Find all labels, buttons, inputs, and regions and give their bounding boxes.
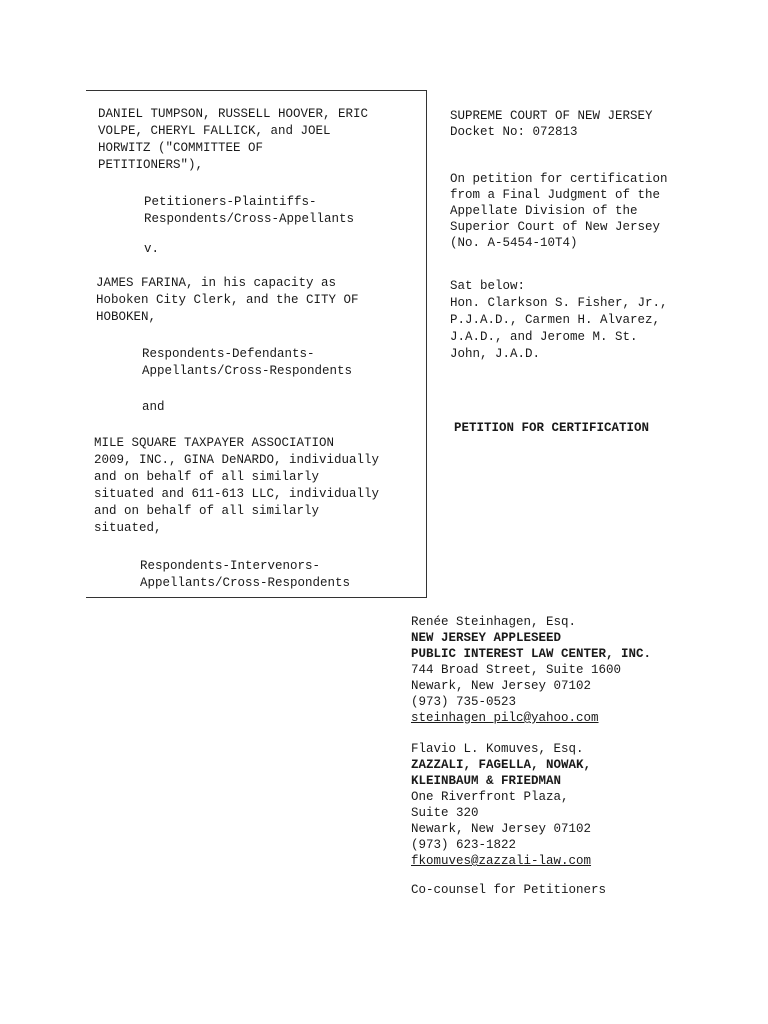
sat-below-line-3: P.J.A.D., Carmen H. Alvarez, [450, 313, 661, 327]
counsel-1-email-link[interactable]: steinhagen pilc@yahoo.com [411, 711, 599, 725]
respondent-parties-line-3: HOBOKEN, [96, 310, 157, 324]
intervenor-parties-line-2: 2009, INC., GINA DeNARDO, individually [94, 453, 380, 467]
petitioner-parties-line-3: HORWITZ ("COMMITTEE OF [98, 141, 264, 155]
docket-number: Docket No: 072813 [450, 125, 578, 139]
counsel-1-address-line-2: Newark, New Jersey 07102 [411, 679, 592, 693]
intervenor-parties-line-1: MILE SQUARE TAXPAYER ASSOCIATION [94, 436, 335, 450]
petitioner-role-line-2: Respondents/Cross-Appellants [144, 212, 355, 226]
intervenor-parties-line-5: and on behalf of all similarly [94, 504, 320, 518]
petition-desc-line-4: Superior Court of New Jersey [450, 220, 661, 234]
counsel-2-address-line-1: One Riverfront Plaza, [411, 790, 569, 804]
respondent-role-line-1: Respondents-Defendants- [142, 347, 315, 361]
court-name: SUPREME COURT OF NEW JERSEY [450, 109, 653, 123]
respondent-role-line-2: Appellants/Cross-Respondents [142, 364, 353, 378]
counsel-1-phone: (973) 735-0523 [411, 695, 517, 709]
counsel-2-phone: (973) 623-1822 [411, 838, 517, 852]
intervenor-role-line-2: Appellants/Cross-Respondents [140, 576, 351, 590]
counsel-2-email-link[interactable]: fkomuves@zazzali-law.com [411, 854, 592, 868]
petition-desc-line-2: from a Final Judgment of the [450, 188, 661, 202]
petitioner-role-line-1: Petitioners-Plaintiffs- [144, 195, 317, 209]
counsel-1-firm-line-1: NEW JERSEY APPLESEED [411, 631, 562, 645]
counsel-1-address-line-1: 744 Broad Street, Suite 1600 [411, 663, 622, 677]
sat-below-line-1: Sat below: [450, 279, 526, 293]
counsel-2-address-line-2: Suite 320 [411, 806, 479, 820]
counsel-1-firm-line-2: PUBLIC INTEREST LAW CENTER, INC. [411, 647, 652, 661]
petitioner-parties-line-4: PETITIONERS"), [98, 158, 204, 172]
petition-desc-line-3: Appellate Division of the [450, 204, 638, 218]
counsel-2-firm-line-2: KLEINBAUM & FRIEDMAN [411, 774, 562, 788]
counsel-2-firm-line-1: ZAZZALI, FAGELLA, NOWAK, [411, 758, 592, 772]
respondent-parties-line-2: Hoboken City Clerk, and the CITY OF [96, 293, 359, 307]
document-title: PETITION FOR CERTIFICATION [454, 421, 650, 435]
counsel-2-address-line-3: Newark, New Jersey 07102 [411, 822, 592, 836]
sat-below-line-2: Hon. Clarkson S. Fisher, Jr., [450, 296, 668, 310]
petitioner-parties-line-2: VOLPE, CHERYL FALLICK, and JOEL [98, 124, 331, 138]
respondent-parties-line-1: JAMES FARINA, in his capacity as [96, 276, 337, 290]
versus: v. [144, 242, 160, 256]
and-conjunction: and [142, 400, 165, 414]
intervenor-parties-line-4: situated and 611-613 LLC, individually [94, 487, 380, 501]
sat-below-line-4: J.A.D., and Jerome M. St. [450, 330, 638, 344]
counsel-1-name: Renée Steinhagen, Esq. [411, 615, 577, 629]
petition-desc-line-1: On petition for certification [450, 172, 668, 186]
intervenor-parties-line-3: and on behalf of all similarly [94, 470, 320, 484]
intervenor-role-line-1: Respondents-Intervenors- [140, 559, 321, 573]
petition-desc-line-5: (No. A-5454-10T4) [450, 236, 578, 250]
counsel-2-name: Flavio L. Komuves, Esq. [411, 742, 584, 756]
intervenor-parties-line-6: situated, [94, 521, 162, 535]
co-counsel-note: Co-counsel for Petitioners [411, 883, 607, 897]
sat-below-line-5: John, J.A.D. [450, 347, 541, 361]
petitioner-parties-line-1: DANIEL TUMPSON, RUSSELL HOOVER, ERIC [98, 107, 369, 121]
